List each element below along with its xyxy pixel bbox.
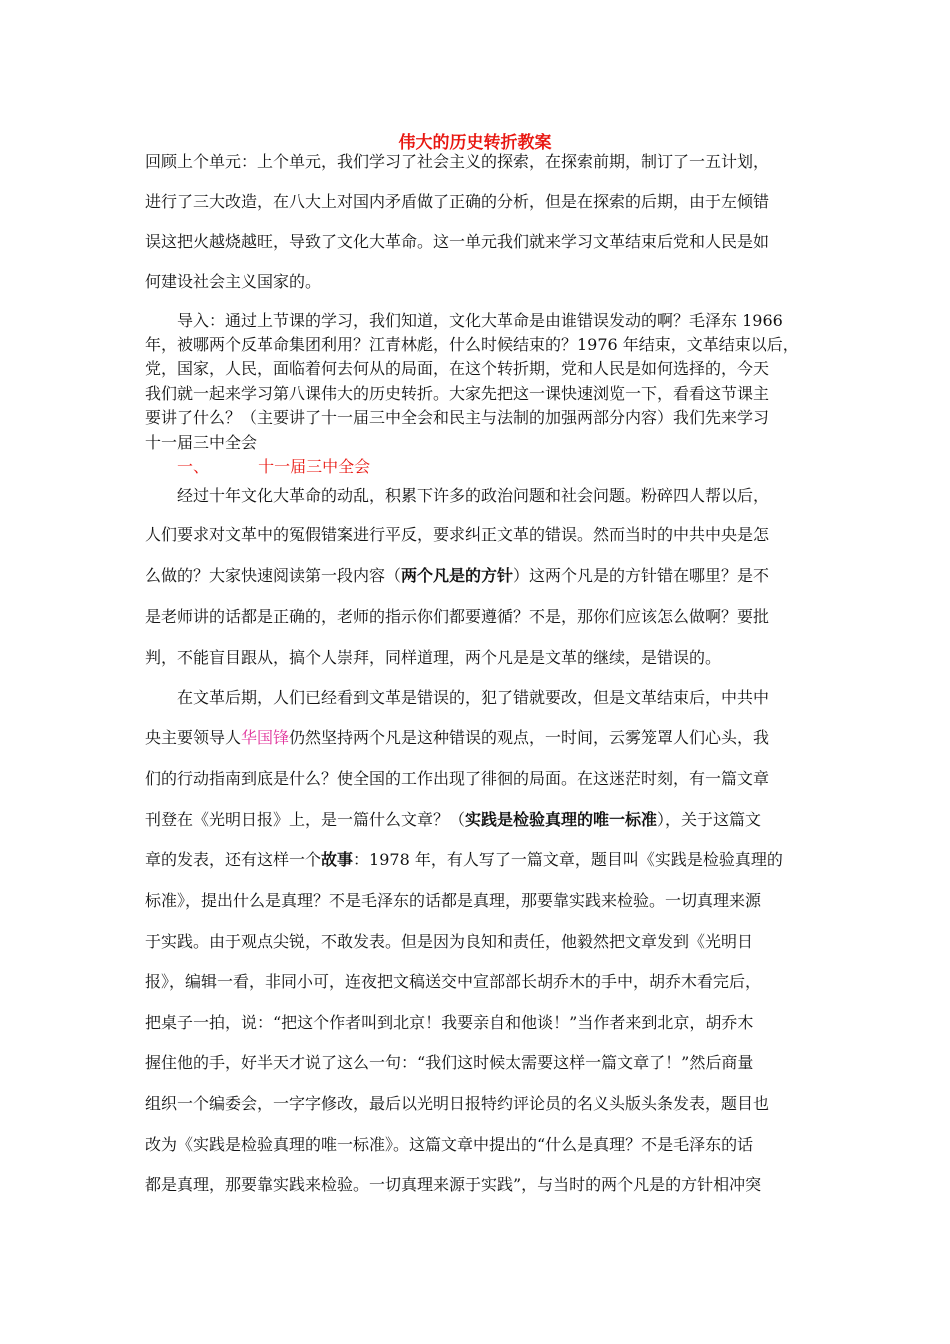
section-number: 一、: [177, 457, 210, 476]
review-line-3: 误这把火越烧越旺，导致了文化大革命。这一单元我们就来学习文革结束后党和人民是如: [145, 232, 770, 251]
p2-line-12: 改为《实践是检验真理的唯一标准》。这篇文章中提出的“什么是真理？不是毛泽东的话: [145, 1135, 754, 1154]
p2-line-10: 握住他的手，好半天才说了这么一句：“我们这时候太需要这样一篇文章了！”然后商量: [145, 1053, 754, 1072]
p2-line-13: 都是真理，那要靠实践来检验。一切真理来源于实践”，与当时的两个凡是的方针相冲突: [145, 1175, 762, 1194]
page-title: 伟大的历史转折教案: [398, 133, 552, 153]
section-heading: [177, 457, 370, 477]
p2-line-5: 章的发表，还有这样一个故事：1978 年，有人写了一篇文章，题目叫《实践是检验真理的: [145, 850, 783, 869]
section-label: 十一届三中全会: [258, 457, 371, 476]
review-line-1: 回顾上个单元：上个单元，我们学习了社会主义的探索，在探索前期，制订了一五计划，: [145, 152, 770, 171]
intro-line-1: 导入：通过上节课的学习，我们知道，文化大革命是由谁错误发动的啊？毛泽东 1966: [177, 311, 783, 330]
bold-term: 实践是检验真理的唯一标准: [465, 810, 658, 829]
intro-line-4: 我们就一起来学习第八课伟大的历史转折。大家先把这一课快速浏览一下，看看这节课主: [145, 384, 770, 403]
intro-line-3: 党，国家，人民，面临着何去何从的局面，在这个转折期，党和人民是如何选择的，今天: [145, 359, 770, 378]
p2-line-11: 组织一个编委会，一字字修改，最后以光明日报特约评论员的名义头版头条发表，题目也: [145, 1094, 770, 1113]
bold-term: 故事: [321, 850, 354, 869]
p1-line-5: 判，不能盲目跟从，搞个人崇拜，同样道理，两个凡是是文革的继续，是错误的。: [145, 648, 722, 667]
intro-line-2: 年，被哪两个反革命集团利用？江青林彪，什么时候结束的？1976 年结束，文革结束以后，: [145, 335, 799, 354]
p1-line-1: 经过十年文化大革命的动乱，积累下许多的政治问题和社会问题。粉碎四人帮以后，: [177, 486, 770, 505]
p2-line-6: 标准》，提出什么是真理？不是毛泽东的话都是真理，那要靠实践来检验。一切真理来源: [145, 891, 762, 910]
p2-line-3: 们的行动指南到底是什么？使全国的工作出现了徘徊的局面。在这迷茫时刻，有一篇文章: [145, 769, 770, 788]
p2-line-4: 刊登在《光明日报》上，是一篇什么文章？（实践是检验真理的唯一标准），关于这篇文: [145, 810, 762, 829]
review-line-4: 何建设社会主义国家的。: [145, 272, 322, 291]
intro-line-5: 要讲了什么？（主要讲了十一届三中全会和民主与法制的加强两部分内容）我们先来学习: [145, 408, 770, 427]
p2-line-9: 把桌子一拍，说：“把这个作者叫到北京！我要亲自和他谈！”当作者来到北京，胡乔木: [145, 1013, 754, 1032]
intro-line-6: 十一届三中全会: [145, 433, 258, 452]
review-line-2: 进行了三大改造，在八大上对国内矛盾做了正确的分析，但是在探索的后期，由于左倾错: [145, 192, 770, 211]
p2-line-1: 在文革后期，人们已经看到文革是错误的，犯了错就要改，但是文革结束后，中共中: [177, 688, 770, 707]
p2-line-2: 央主要领导人华国锋仍然坚持两个凡是这种错误的观点，一时间，云雾笼罩人们心头，我: [145, 728, 770, 747]
p1-line-4: 是老师讲的话都是正确的，老师的指示你们都要遵循？不是，那你们应该怎么做啊？要批: [145, 607, 770, 626]
bold-term: 两个凡是的方针: [401, 566, 514, 585]
p1-line-3: 么做的？大家快速阅读第一段内容（两个凡是的方针）这两个凡是的方针错在哪里？是不: [145, 566, 770, 585]
p2-line-7: 于实践。由于观点尖锐，不敢发表。但是因为良知和责任，他毅然把文章发到《光明日: [145, 932, 754, 951]
highlighted-name: 华国锋: [241, 728, 290, 747]
p1-line-2: 人们要求对文革中的冤假错案进行平反，要求纠正文革的错误。然而当时的中共中央是怎: [145, 525, 770, 544]
p2-line-8: 报》，编辑一看，非同小可，连夜把文稿送交中宣部部长胡乔木的手中，胡乔木看完后，: [145, 972, 762, 991]
